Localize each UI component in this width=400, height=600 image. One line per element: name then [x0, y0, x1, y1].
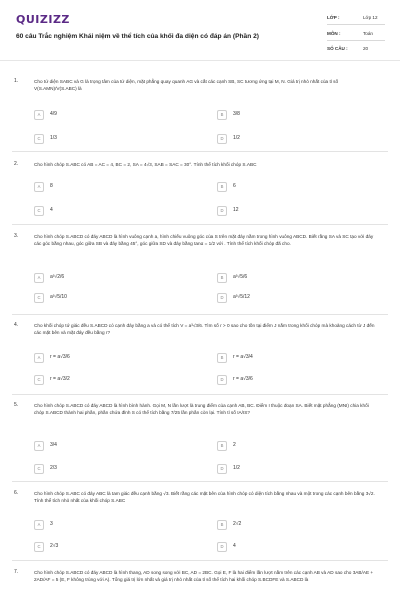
- option-value: r = a√3/2: [50, 376, 70, 382]
- option-a[interactable]: [34, 440, 194, 452]
- subject-label: MÔN :: [327, 31, 341, 36]
- question-number: 7.: [14, 569, 19, 575]
- option-letter: A: [34, 110, 44, 120]
- option-value: a³√5/12: [233, 294, 250, 300]
- question-text: Cho tứ diện SABC và G là trọng tâm của tứ diện, mặt phẳng quay quanh AG và cắt các cạnh SB, SC tương ứng tại M, N. Giá trị nhỏ nhất của tỉ số V(S.AMN)/V(S.ABC) là: [34, 79, 339, 92]
- option-value: r = a√3/6: [50, 354, 70, 360]
- option-letter: D: [217, 293, 227, 303]
- question-3: [12, 233, 388, 313]
- option-a[interactable]: [34, 352, 194, 364]
- divider: [12, 481, 388, 482]
- option-letter: B: [217, 182, 227, 192]
- option-b[interactable]: [217, 519, 377, 531]
- quizizz-logo: QUIZIZZ: [16, 13, 70, 26]
- option-c[interactable]: [34, 292, 194, 304]
- option-b[interactable]: [217, 109, 377, 121]
- option-value: 3: [50, 521, 53, 527]
- option-value: 2√3: [50, 543, 59, 549]
- question-1: [12, 78, 388, 148]
- question-text: Cho khối chóp tứ giác đều S.ABCD có cạnh đáy bằng a và có thể tích V = a³√3/6. Tìm số r > 0 sao cho tồn tại điểm J nằm trong khối chóp mà khoảng cách từ J đến các mặt bên và mặt đáy đều bằng r?: [34, 323, 375, 336]
- option-value: 1/2: [233, 135, 240, 141]
- question-number: 3.: [14, 233, 19, 239]
- option-b[interactable]: [217, 440, 377, 452]
- option-value: a³√5/10: [50, 294, 67, 300]
- divider: [12, 560, 388, 561]
- option-letter: D: [217, 542, 227, 552]
- option-b[interactable]: [217, 272, 377, 284]
- divider: [12, 314, 388, 315]
- question-2: [12, 161, 388, 221]
- divider: [12, 394, 388, 395]
- option-a[interactable]: [34, 181, 194, 193]
- option-letter: D: [217, 134, 227, 144]
- class-value: Lớp 12: [363, 15, 378, 20]
- option-value: r = a√3/6: [233, 376, 253, 382]
- option-d[interactable]: [217, 463, 377, 475]
- worksheet-header: [0, 0, 400, 62]
- question-5: [12, 402, 388, 480]
- option-value: 8: [50, 183, 53, 189]
- divider: [12, 224, 388, 225]
- option-value: r = a√3/4: [233, 354, 253, 360]
- option-d[interactable]: [217, 541, 377, 553]
- option-value: 6: [233, 183, 236, 189]
- option-c[interactable]: [34, 374, 194, 386]
- question-text: Cho hình chóp S.ABC có AB = AC = 4, BC = 2, SA = 4√3, SAB = SAC = 30°. Tính thể tích khối chóp S.ABC: [34, 162, 257, 167]
- option-value: 2: [233, 442, 236, 448]
- option-letter: A: [34, 182, 44, 192]
- option-value: 12: [233, 207, 239, 213]
- option-letter: C: [34, 464, 44, 474]
- option-d[interactable]: [217, 374, 377, 386]
- option-letter: B: [217, 110, 227, 120]
- option-c[interactable]: [34, 205, 194, 217]
- option-c[interactable]: [34, 541, 194, 553]
- option-a[interactable]: [34, 519, 194, 531]
- count-value: 20: [363, 46, 369, 51]
- question-6: [12, 490, 388, 558]
- option-value: 4: [233, 543, 236, 549]
- question-number: 2.: [14, 161, 19, 167]
- option-value: a³√2/6: [50, 274, 65, 280]
- option-d[interactable]: [217, 205, 377, 217]
- question-text: Cho hình chóp S.ABCD có đáy ABCD là hình bình hành. Gọi M, N lần lượt là trung điểm của cạnh AB, BC. Điểm I thuộc đoạn SA. Biết mặt phẳng (MNI) chia khối chóp S.ABCD thành hai phần, phần chứa đỉnh S có thể tích bằng 7/25 lần phần còn lại. Tính tỉ số IA/IS?: [34, 403, 369, 416]
- question-number: 4.: [14, 322, 19, 328]
- option-letter: C: [34, 542, 44, 552]
- question-text: Cho hình chóp S.ABCD có đáy ABCD là hình vuông cạnh a, hình chiếu vuông góc của S trên mặt đáy nằm trong hình vuông ABCD. Biết rằng SA và SC tạo với đáy các góc bằng nhau, góc giữa SB và đáy bằng 45°, góc giữa SD và đáy bằng tanα = 1/2 với . Tính thể tích khối chóp đã cho.: [34, 234, 374, 247]
- option-letter: A: [34, 441, 44, 451]
- divider: [327, 24, 385, 25]
- option-c[interactable]: [34, 463, 194, 475]
- option-value: 4: [50, 207, 53, 213]
- divider: [327, 40, 385, 41]
- option-d[interactable]: [217, 133, 377, 145]
- option-a[interactable]: [34, 272, 194, 284]
- option-letter: C: [34, 206, 44, 216]
- option-letter: D: [217, 464, 227, 474]
- option-letter: B: [217, 353, 227, 363]
- option-value: 4/9: [50, 111, 57, 117]
- question-number: 1.: [14, 78, 19, 84]
- question-4: [12, 322, 388, 392]
- question-text: Cho hình chóp S.ABC có đáy ABC là tam giác đều cạnh bằng √3. Biết rằng các mặt bên của hình chóp có diện tích bằng nhau và một trong các cạnh bên bằng 3√2. Tính thể tích nhỏ nhất của khối chóp S.ABC: [34, 491, 375, 504]
- option-b[interactable]: [217, 352, 377, 364]
- option-value: 3/8: [233, 111, 240, 117]
- divider: [12, 151, 388, 152]
- page-title: 60 câu Trắc nghiệm Khái niệm về thể tích của khối đa diện có đáp án (Phần 2): [16, 33, 259, 40]
- option-c[interactable]: [34, 133, 194, 145]
- option-letter: C: [34, 375, 44, 385]
- option-letter: B: [217, 520, 227, 530]
- option-letter: C: [34, 293, 44, 303]
- option-value: 1/3: [50, 135, 57, 141]
- option-value: 2/3: [50, 465, 57, 471]
- option-value: 1/2: [233, 465, 240, 471]
- option-a[interactable]: [34, 109, 194, 121]
- option-b[interactable]: [217, 181, 377, 193]
- option-letter: B: [217, 441, 227, 451]
- question-number: 6.: [14, 490, 19, 496]
- class-label: LỚP :: [327, 15, 340, 20]
- option-letter: B: [217, 273, 227, 283]
- option-letter: A: [34, 273, 44, 283]
- option-letter: D: [217, 206, 227, 216]
- question-7: [12, 569, 388, 600]
- option-letter: C: [34, 134, 44, 144]
- question-text: Cho hình chóp S.ABCD có đáy ABCD là hình thang, AD song song với BC, AD = 2BC. Gọi E, F là hai điểm lần lượt nằm trên các cạnh AB và AD sao cho 3AB/AE + 2AD/AF = 5 (E, F không trùng với A). Tổng giá trị lớn nhất và giá trị nhỏ nhất của tỉ số thể tích hai khối chóp S.BCDFE và S.ABCD là: [34, 570, 374, 583]
- count-label: SỐ CÂU :: [327, 46, 348, 51]
- option-value: 3/4: [50, 442, 57, 448]
- option-letter: D: [217, 375, 227, 385]
- option-value: 2√2: [233, 521, 242, 527]
- option-value: a³√5/6: [233, 274, 248, 280]
- question-number: 5.: [14, 402, 19, 408]
- option-letter: A: [34, 520, 44, 530]
- divider: [0, 60, 400, 61]
- subject-value: Toán: [363, 31, 373, 36]
- option-d[interactable]: [217, 292, 377, 304]
- option-letter: A: [34, 353, 44, 363]
